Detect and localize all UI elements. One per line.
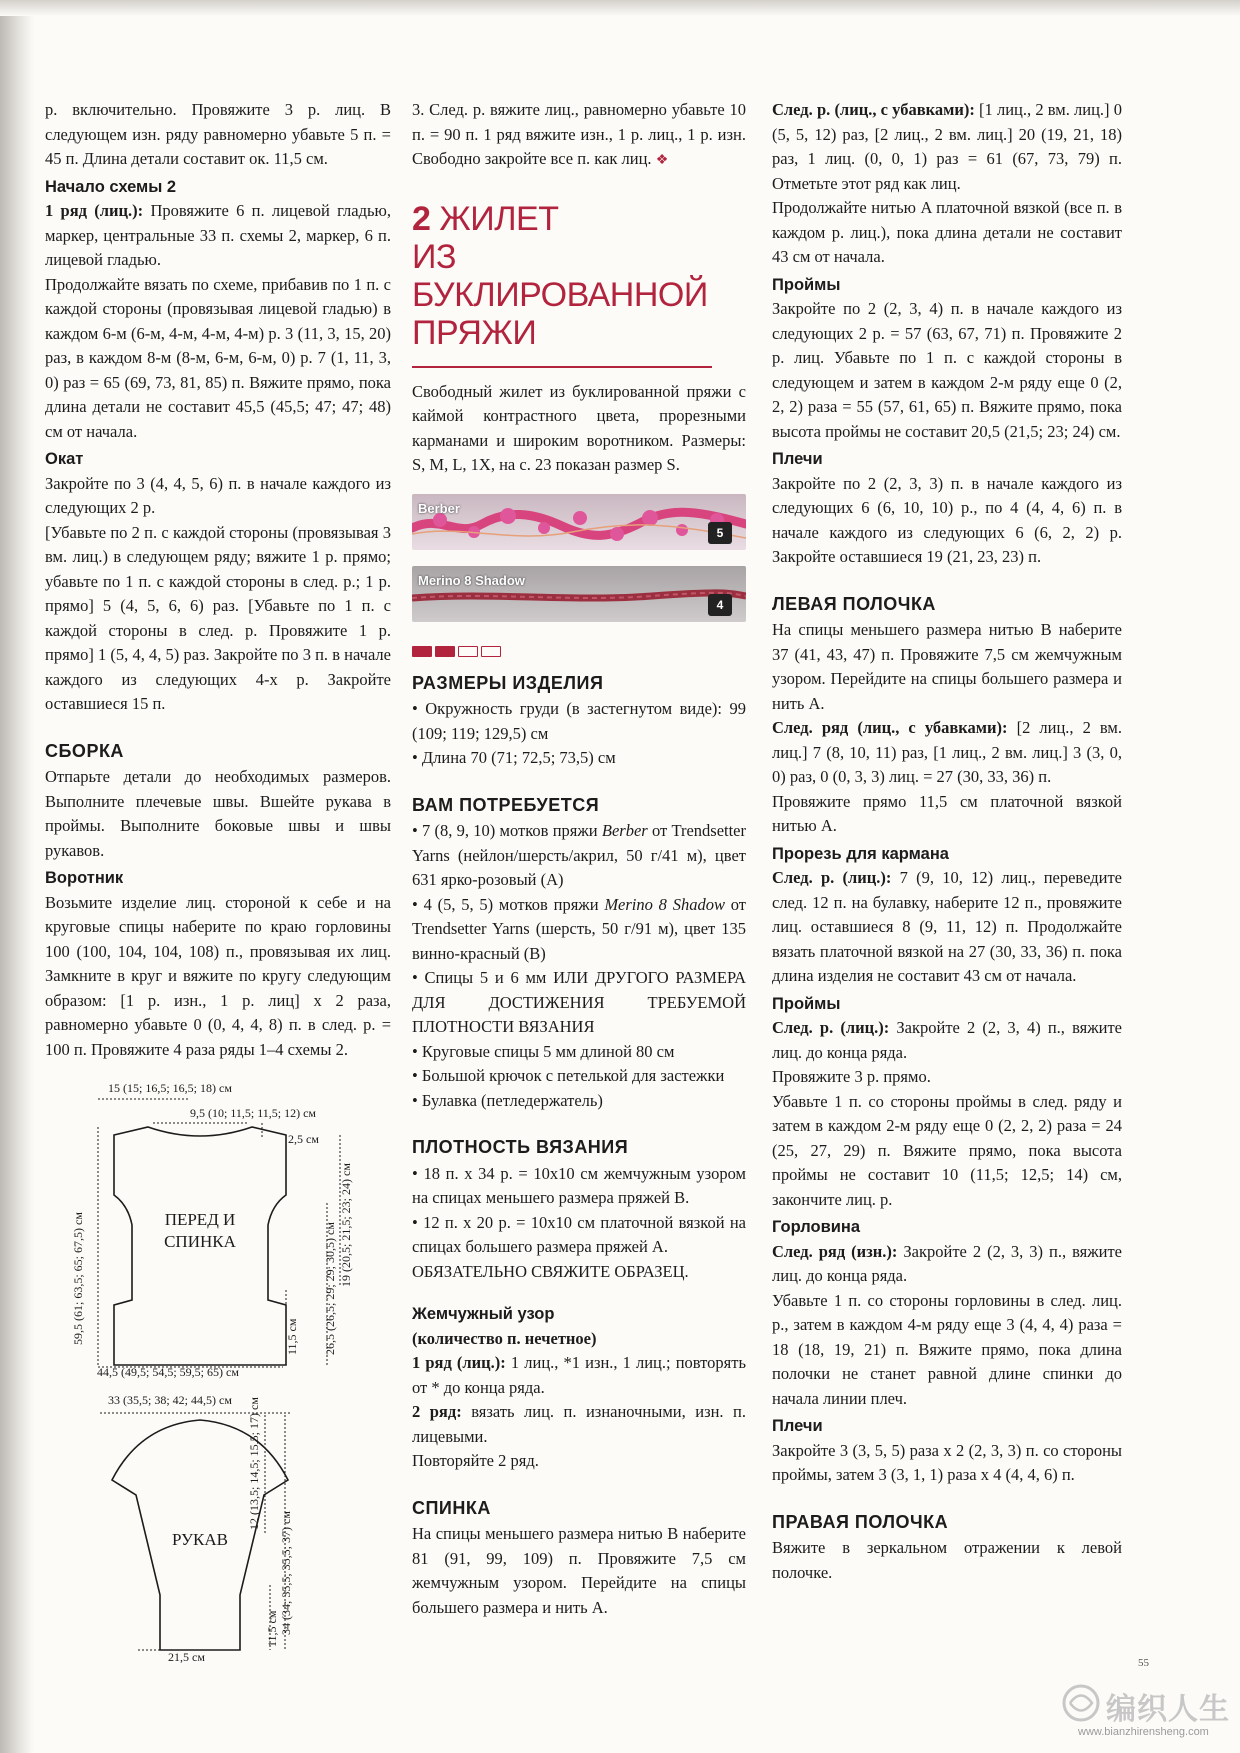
article-title <box>412 200 746 352</box>
list-item: • Круговые спицы 5 мм длиной 80 см <box>412 1040 746 1065</box>
end-mark-icon: ❖ <box>655 153 669 168</box>
heading-left-front: ЛЕВАЯ ПОЛОЧКА <box>772 593 936 614</box>
heading-gauge: ПЛОТНОСТЬ ВЯЗАНИЯ <box>412 1137 629 1157</box>
dim-sleeve-top: 33 (35,5; 38; 42; 44,5) см <box>108 1393 232 1407</box>
dim-neck-depth: 2,5 см <box>288 1132 319 1146</box>
item-text: от Trendsetter Yarns (нейлон/шерсть/акрил, 50 г/41 м), цвет 631 ярко-розовый (A) <box>412 821 747 889</box>
body-label-line1: ПЕРЕД И <box>164 1210 236 1229</box>
dim-total-length: 59,5 (61; 63,5; 65; 67,5) см <box>71 1212 85 1345</box>
watermark-text: 编织人生 <box>1106 1693 1230 1726</box>
row-label: След. р. (лиц.): <box>772 868 892 887</box>
garment-schematic <box>40 1075 390 1665</box>
list-item: • Спицы 5 и 6 мм ИЛИ ДРУГОГО РАЗМЕРА ДЛЯ ДОСТИЖЕНИЯ ТРЕБУЕМОЙ ПЛОТНОСТИ ВЯЗАНИЯ <box>412 966 746 1040</box>
text-paragraph: Отпарьте детали до необходимых размеров. Выполните плечевые швы. Вшейте рукава в проймы. Выполните боковые швы и швы рукавов. <box>45 767 391 860</box>
column-1 <box>45 98 391 1062</box>
text-paragraph: Продолжайте нитью A платочной вязкой (все п. в каждом р. лиц.), пока длина детали не составит 43 см от начала. <box>772 198 1122 266</box>
row-label: След. ряд (лиц., с убавками): <box>772 718 1008 737</box>
subheading-pearl: Жемчужный узор <box>412 1305 555 1323</box>
row-text: 7 (9, 10, 12) лиц., переведите след. 12 п. на булавку, наберите 12 п., провяжите лиц. оставшиеся 8 (9, 11, 12) п. Продолжайте вязать платочной вязкой на 27 (30, 33, 36) п. пока длина изделия не составит 43 см от начала. <box>772 868 1122 985</box>
article-number: 2 <box>412 199 431 238</box>
pearl-count: (количество п. нечетное) <box>412 1328 597 1348</box>
dim-armhole: 19 (20,5; 21,5; 23; 24) см <box>339 1163 353 1287</box>
skill-box <box>412 646 432 657</box>
list-item <box>412 819 746 893</box>
row-label: 1 ряд (лиц.): <box>45 201 144 220</box>
page-number: 55 <box>1138 1657 1149 1669</box>
row-label: След. р. (лиц., с убавками): <box>772 100 975 119</box>
dim-sleeve-length: 34 (34; 35,5; 35,5; 37) см <box>279 1511 293 1635</box>
subheading-shoulders: Плечи <box>772 1417 823 1435</box>
yarn-weight-badge: 4 <box>708 594 732 616</box>
text-paragraph: Убавьте 1 п. со стороны проймы в след. ряду и затем в каждом 2-м ряду еще 0 (2, 2, 2) раза = 24 (25, 27, 29) п. Вяжите прямо, пока высота проймы не составит 10 (11,5; 12,5; 14) см, закончите лиц. р. <box>772 1091 1122 1209</box>
text-paragraph: Возьмите изделие лиц. стороной к себе и на круговые спицы наберите по краю горловины 100 (100, 104, 104, 108) п., провязывая их лиц. Замкните в круг и вяжите по кругу следующим образом: [1 р. изн., 1 р. лиц] х 2 раза, равномерно убавьте 0 (0, 4, 4, 8) п. в след. р. = 100 п. Провяжите 4 раза ряды 1–4 схемы 2. <box>45 892 391 1059</box>
list-item <box>412 893 746 967</box>
list-item: • Большой крючок с петелькой для застежки <box>412 1064 746 1089</box>
subheading-okat: Окат <box>45 450 84 468</box>
text-paragraph: На спицы меньшего размера нитью B наберите 37 (41, 43, 47) п. Провяжите 7,5 см жемчужным узором. Перейдите на спицы большего размера и нить A. <box>772 620 1122 713</box>
list-item: • 18 п. х 34 р. = 10х10 см жемчужным узором на спицах меньшего размера пряжей B. <box>412 1162 746 1211</box>
skill-box <box>458 646 478 657</box>
text-paragraph: На спицы меньшего размера нитью B наберите 81 (91, 99, 109) п. Провяжите 7,5 см жемчужным узором. Перейдите на спицы большего размера и нить A. <box>412 1524 746 1617</box>
text-paragraph <box>45 199 391 273</box>
subheading-collar: Воротник <box>45 869 124 887</box>
heading-assembly: СБОРКА <box>45 740 124 761</box>
heading-back: СПИНКА <box>412 1497 491 1518</box>
row-label: 2 ряд: <box>412 1402 462 1421</box>
subheading-chart2: Начало схемы 2 <box>45 177 177 196</box>
text-paragraph: Провяжите 3 р. прямо. <box>772 1067 931 1086</box>
text-paragraph <box>772 716 1122 790</box>
heading-right-front: ПРАВАЯ ПОЛОЧКА <box>772 1511 949 1532</box>
watermark-logo-icon <box>1058 1680 1104 1726</box>
page-gutter-shadow <box>0 0 34 1753</box>
intro-paragraph: Свободный жилет из буклированной пряжи с каймой контрастного цвета, прорезными карманами и широким воротником. Размеры: S, M, L, 1X, на с. 23 показан размер S. <box>412 381 746 474</box>
yarn-label: Merino 8 Shadow <box>418 572 525 588</box>
heading-sizes: РАЗМЕРЫ ИЗДЕЛИЯ <box>412 672 604 693</box>
list-item: • Окружность груди (в застегнутом виде): 99 (109; 119; 129,5) см <box>412 697 746 746</box>
page-top-shadow <box>0 0 1240 16</box>
sleeve-label: РУКАВ <box>171 1530 229 1549</box>
yarn-name: Merino 8 Shadow <box>604 894 725 914</box>
text-paragraph <box>772 1240 1122 1289</box>
text-paragraph: [Убавьте по 2 п. с каждой стороны (провязывая 3 вм. лиц.) в следующем ряду; вяжите 1 р. прямо; убавьте по 1 п. с каждой стороны в след. р.; 1 р. прямо] 5 (4, 5, 6, 6) раз. [Убавьте по 1 п. с каждой стороны в след. р. Провяжите 1 р. прямо] 1 (5, 4, 4, 5) раз. Закройте по 3 п. в начале каждого из следующих 4-х р. Закройте оставшиеся 15 п. <box>45 522 391 713</box>
subheading-armholes: Проймы <box>772 994 841 1013</box>
text-paragraph: Провяжите прямо 11,5 см платочной вязкой нитью A. <box>772 791 1122 835</box>
text-paragraph: Вяжите в зеркальном отражении к левой полочке. <box>772 1538 1122 1582</box>
item-text: 7 (8, 9, 10) мотков пряжи <box>422 821 602 840</box>
dim-sleeve-cuff: 11,5 см <box>265 1610 279 1647</box>
yarn-swatch-merino <box>412 566 746 622</box>
gauge-note: ОБЯЗАТЕЛЬНО СВЯЖИТЕ ОБРАЗЕЦ. <box>412 1261 689 1281</box>
text-paragraph <box>412 1400 746 1449</box>
text-paragraph: Закройте 3 (3, 5, 5) раза х 2 (2, 3, 3) п. со стороны проймы, затем 3 (3, 1, 1) раза х 4 (4, 4, 6) п. <box>772 1440 1122 1484</box>
text-paragraph: Убавьте 1 п. со стороны горловины в след. лиц. р., затем в каждом 4-м ряду еще 3 (4, 4, 4) раза = 18 (18, 19, 21) п. Вяжите прямо, пока длина полочки не станет равной длине спинки до начала линии плеч. <box>772 1290 1122 1408</box>
dim-sleeve-cap: 12 (13,5; 14,5; 15,5; 17) см <box>247 1397 261 1530</box>
title-line2: ИЗ БУКЛИРОВАННОЙ <box>412 237 708 314</box>
text-paragraph: Закройте по 2 (2, 3, 3) п. в начале каждого из следующих 6 (6, 10, 10) р., по 4 (4, 4, 6) п. в начале каждого из следующих 6 (6, 2, 2) р. Закройте оставшиеся 19 (21, 23, 23) п. <box>772 473 1122 566</box>
column-2 <box>412 98 746 1620</box>
yarn-weight-badge: 5 <box>708 522 732 544</box>
row-text: [1 лиц., 2 вм. лиц.] 0 (5, 5, 12) раз, [2 лиц., 2 вм. лиц.] 20 (19, 21, 18) раз, 1 лиц. (0, 0, 1) раз = 61 (67, 73, 79) п. Отметьте этот ряд как лиц. <box>772 100 1122 193</box>
text-paragraph <box>772 1016 1122 1065</box>
row-text: [2 лиц., 2 вм. лиц.] 7 (8, 10, 11) раз, [1 лиц., 2 вм. лиц.] 3 (3, 0, 0) раз, 0 (0, 3, 3) лиц. = 27 (30, 33, 36) п. <box>772 718 1122 786</box>
skill-box <box>435 646 455 657</box>
item-text: 4 (5, 5, 5) мотков пряжи <box>423 894 605 914</box>
text-paragraph: Повторяйте 2 ряд. <box>412 1451 539 1470</box>
row-label: След. ряд (изн.): <box>772 1241 898 1261</box>
yarn-name: Berber <box>601 821 648 840</box>
text-paragraph <box>772 98 1122 196</box>
text-paragraph <box>772 866 1122 989</box>
subheading-pocket: Прорезь для кармана <box>772 844 949 863</box>
title-line3: ПРЯЖИ <box>412 313 537 352</box>
watermark-url: www.bianzhirensheng.com <box>1078 1726 1209 1738</box>
row-text: 1 лиц., *1 изн., 1 лиц.; повторять от * до конца ряда. <box>412 1353 746 1397</box>
list-item: • 12 п. х 20 р. = 10х10 см платочной вязкой на спицах большего размера пряжей A. <box>412 1211 746 1260</box>
list-item: • Длина 70 (71; 72,5; 73,5) см <box>412 746 746 771</box>
row-text: Провяжите 6 п. лицевой гладью, маркер, центральные 33 п. схемы 2, маркер, 6 п. лицевой гладью. <box>45 201 391 269</box>
text-paragraph: Закройте по 3 (4, 4, 5, 6) п. в начале каждого из следующих 2 р. <box>45 473 391 517</box>
text-paragraph: р. включительно. Провяжите 3 р. лиц. В следующем изн. ряду равномерно убавьте 5 п. = 45 п. Длина детали составит ок. 11,5 см. <box>45 100 391 168</box>
list-item: • Булавка (петледержатель) <box>412 1089 746 1114</box>
skill-box <box>481 646 501 657</box>
text-paragraph: Продолжайте вязать по схеме, прибавив по 1 п. с каждой стороны (провязывая лицевой гладью) в каждом 6-м (6-м, 4-м, 4-м, 4-м) р. 3 (11, 3, 15, 20) раз, в каждом 8-м (8-м, 6-м, 6-м, 0) р. 7 (1, 11, 3, 0) раз = 65 (69, 73, 81, 85) п. Вяжите прямо, пока длина детали не составит 45,5 (45,5; 47; 47; 48) см от начала. <box>45 274 391 441</box>
row-label: След. р. (лиц.): <box>772 1018 890 1037</box>
row-label: 1 ряд (лиц.): <box>412 1353 506 1372</box>
subheading-neckline: Горловина <box>772 1218 861 1236</box>
text-paragraph <box>412 98 746 174</box>
subheading-armholes: Проймы <box>772 275 841 294</box>
text-paragraph: Закройте по 2 (2, 3, 4) п. в начале каждого из следующих 2 р. = 57 (63, 67, 71) п. Провяжите 2 р. лиц. Убавьте по 1 п. с каждой стороны в следующем и затем в каждом 2-м ряду еще 0 (2, 2, 2) раза = 55 (57, 61, 65) п. Вяжите прямо, пока высота проймы не составит 20,5 (21,5; 23; 24) см. <box>772 299 1122 441</box>
dim-neck-width: 9,5 (10; 11,5; 11,5; 12) см <box>190 1106 317 1120</box>
skill-level-indicator <box>412 646 746 657</box>
boucle-yarn-image <box>412 494 746 550</box>
body-label-line2: СПИНКА <box>164 1232 236 1251</box>
dim-top-width: 15 (15; 16,5; 16,5; 18) см <box>108 1081 232 1095</box>
title-divider <box>412 366 712 368</box>
paragraph-text: 3. След. р. вяжите лиц., равномерно убавьте 10 п. = 90 п. 1 ряд вяжите изн., 1 р. лиц., 1 р. изн. Свободно закройте все п. как лиц. <box>412 100 746 168</box>
item-text: от Trendsetter Yarns (шерсть, 50 г/91 м), цвет 135 винно-красный (B) <box>412 894 746 963</box>
yarn-swatch-berber <box>412 494 746 550</box>
column-3 <box>772 98 1122 1585</box>
yarn-label: Berber <box>418 500 460 516</box>
title-line1: ЖИЛЕТ <box>430 199 559 238</box>
dim-side-length: 26,5 (26,5; 29; 29; 30,5) см <box>323 1222 337 1355</box>
dim-bottom-width: 44,5 (49,5; 54,5; 59,5; 65) см <box>97 1365 239 1379</box>
row-text: вязать лиц. п. изнаночными, изн. п. лицевыми. <box>412 1402 746 1446</box>
text-paragraph <box>412 1351 746 1400</box>
site-watermark <box>1058 1680 1233 1746</box>
subheading-shoulders: Плечи <box>772 450 823 468</box>
dim-sleeve-bottom: 21,5 см <box>168 1650 205 1664</box>
row-text: Закройте 2 (2, 3, 4) п., вяжите лиц. до конца ряда. <box>772 1018 1122 1062</box>
row-text: Закройте 2 (2, 3, 3) п., вяжите лиц. до конца ряда. <box>772 1241 1122 1285</box>
heading-materials: ВАМ ПОТРЕБУЕТСЯ <box>412 794 600 815</box>
dim-hem: 11,5 см <box>285 1318 299 1355</box>
